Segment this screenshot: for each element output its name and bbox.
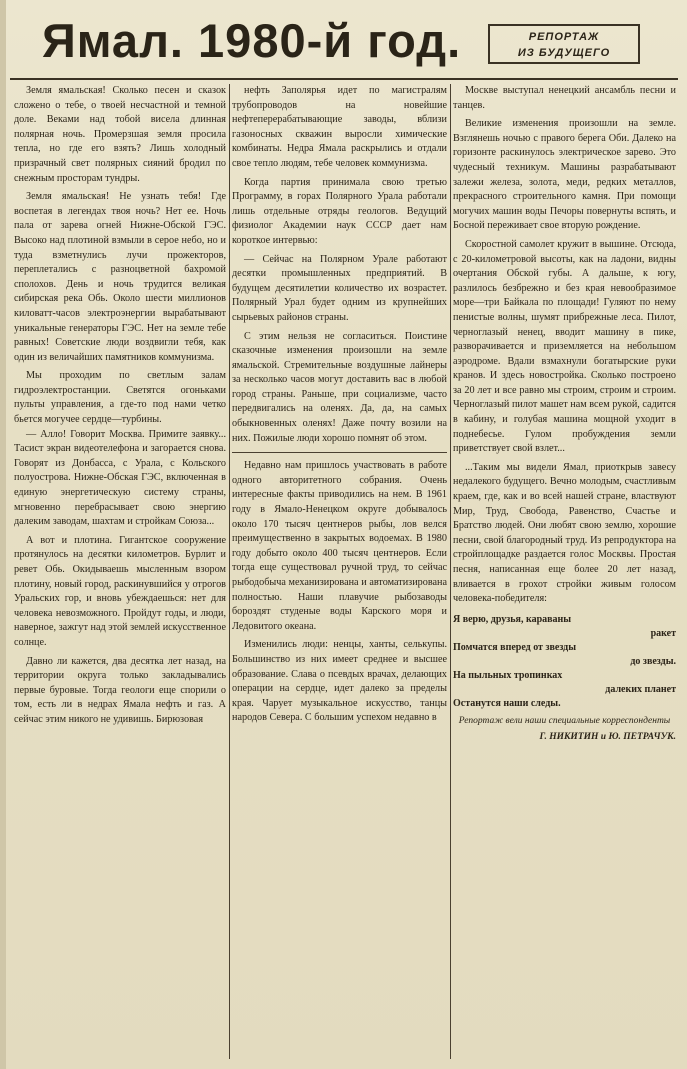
section-divider (232, 452, 447, 453)
paragraph: С этим нельзя не согласиться. Поистине сказочные изменения произошли на земле ямальской. Стремительные воздушные лайнеры за несколько часов могут доставить вас в любой город страны. Раньше, при социализме, часто передвигались на оленях. Да, да, на самых обыкновенных оленях! Даже почту возили на них. Пожилые люди хорошо помнят об этом. (232, 330, 447, 444)
column-divider (229, 84, 230, 1059)
paragraph: А вот и плотина. Гигантское сооружение протянулось на десятки километров. Бурлит и ревет Обь. Окидываешь мысленным взором плотину, новый город, раскинувшийся у отрогов Уральских гор, и вновь убеждаешься: нет для человека невозможного. Пройдут годы, и люди, наверное, зажгут над этой землей искусственное солнце. (14, 534, 226, 648)
column-2 (232, 84, 447, 1059)
verse-line: Останутся наши следы. (453, 697, 561, 709)
paragraph: Мы проходим по светлым залам гидроэлектростанции. Светятся огоньками пульты управления, а где-то под нами четко бьется могучее сердце—турбины. (14, 370, 226, 426)
paragraph: ...Таким мы видели Ямал, приоткрыв завесу недалекого будущего. Вечно молодым, счастливым краем, где, как и во всей нашей стране, властвуют Мир, Труд, Свобода, Равенство, Счастье и Братство людей. Они любят свою землю, хорошие песни, свой благородный труд. Из репродуктора на стройплощадке раздается голос Москвы. Простая песня, написанная еще более 20 лет назад, вливается в грохот стройки живым голосом человека-победителя: (453, 461, 676, 605)
verse-line: ракет (650, 627, 676, 639)
signature: Г. НИКИТИН и Ю. ПЕТРАЧУК. (539, 731, 676, 742)
header-rule (10, 78, 678, 80)
verse-line: далеких планет (605, 683, 676, 695)
paragraph: Давно ли кажется, два десятка лет назад, на территории округа только закладывались первые буровые. Тогда геологи еще спорили о том, есть ли в недрах Ямала нефть и газ. А сейчас этим никого не удивишь. Бирюзовая (14, 655, 226, 725)
paragraph: Москве выступал ненецкий ансамбль песни и танцев. (453, 85, 676, 111)
paragraph: — Сейчас на Полярном Урале работают десятки промышленных предприятий. В будущем десятилетии количество их возрастет. Полярный Урал будет одним из крупнейших сырьевых районов страны. (232, 253, 447, 323)
paragraph: Изменились люди: ненцы, ханты, селькупы. Большинство из них имеет среднее и высшее образование. Слава о псевдых врачах, делающих операции на сердце, идет далеко за пределы края. Чарует музыкальное искусство, танцы народов Севера. С большим успехом недавно в (232, 639, 447, 724)
rubric-line-1: РЕПОРТАЖ (528, 31, 600, 43)
paragraph: Недавно нам пришлось участвовать в работе одного авторитетного собрания. Очень интересные факты приводились на нем. В 1961 году в Ямало-Ненецком округе добывалось около 170 тысяч центнеров рыбы, лов велся преимущественно в закрытых водоемах. В 1980 году добыто около 400 тысяч центнеров. Если тогда еще существовал ручной труд, то сейчас рыбодобыча механизирована и автоматизирована полностью. Наши плавучие рыбозаводы бороздят студеные воды Карского моря и Ледовитого океана. (232, 460, 447, 632)
column-3 (453, 84, 676, 1059)
paragraph: — Алло! Говорит Москва. Примите заявку... Тасист экран видеотелефона и загорается снова. Говорят из Донбасса, с Урала, с Кольского полуострова. Нижне-Обская ГЭС, включенная в единую энергетическую систему страны, мгновенно перебрасывает свою энергию далеким заводам, шахтам и стройкам Союза... (14, 428, 226, 528)
verse-line: На пыльных тропинках (453, 669, 563, 681)
verse-line: до звезды. (630, 655, 676, 667)
verse-line: Помчатся вперед от звезды (453, 641, 577, 653)
verse-line: Я верю, друзья, караваны (453, 613, 572, 625)
paragraph: Когда партия принимала свою третью Программу, в горах Полярного Урала работали лишь отдельные отряды геологов. Ведущий физиолог Академии наук СССР дает нам короткое интервью: (232, 176, 447, 246)
byline-note: Репортаж вели наши специальные корреспонденты (458, 715, 671, 726)
column-1 (14, 84, 226, 1059)
paragraph: Земля ямальская! Не узнать тебя! Где воспетая в легендах твоя ночь? Нет ее. Ночь пала от зарева огней Нижне-Обской ГЭС. Высоко над плотиной взмыли в серое небо, но и туда взметнулись лучи прожекторов, переплетались с разноцветной бахромой сполохов. День и ночь трудится великая сибирская река Обь. Около шести миллионов киловатт-часов электроэнергии вырабатывают уникальные генераторы ГЭС. Нет на земле тебе равных! Советские люди воздвигли тебя, как один из величайших памятников коммунизма. (14, 191, 226, 363)
paper-edge (0, 0, 6, 1069)
paragraph: нефть Заполярья идет по магистралям трубопроводов на новейшие нефтеперерабатывающие заводы, вблизи газоносных скважин выросли химические комбинаты. Недра Ямала раскрылись и отдали свое тепло людям, тебе человек коммунизма. (232, 85, 447, 169)
headline: Ямал. 1980-й год. (42, 14, 462, 67)
song-verse (453, 613, 676, 711)
column-divider (450, 84, 451, 1059)
rubric-box (488, 24, 640, 64)
rubric-line-2: ИЗ БУДУЩЕГО (517, 47, 611, 59)
paragraph: Земля ямальская! Сколько песен и сказок сложено о тебе, о твоей несчастной и темной доле. Веками над тобой висела длинная полярная ночь. Промерзшая земля просила тепла, но где его взять? Лишь холодный призрачный свет полярных сияний бродил по снежным просторам тундры. (14, 85, 226, 184)
paragraph: Скоростной самолет кружит в вышине. Отсюда, с 20-километровой высоты, как на ладони, видны очертания Обской губы. А дальше, к югу, разлилось безбрежно и без края невообразимое море—три Байкала по площади! Гуляют по нему пенистые волны, шумят прибрежные леса. Пилот, черноглазый ненец, вводит машину в пике, разворачивается и приземляется на небольшом аэродроме. Вдали взмахнули богатырские руки кранов. И здесь новостройка. Сколько построено за 20 лет и все равно мы строим, строим и строим. Черноглазый пилот машет нам всем рукой, садится в кабину, и голубая машина мощной уходит в поднебесье. Гулом пробуждения земли приветствует свой взлет... (453, 238, 676, 455)
paragraph: Великие изменения произошли на земле. Взглянешь ночью с правого берега Оби. Далеко на горизонте раскинулось электрическое зарево. Это чудесный техникум. Машины разрабатывают залежи железа, золота, меди, редких металлов, прекрасного строительного камня. При помощи могучих машин воды Печоры повернуты вспять, и Босной переживает свое вторую рождение. (453, 118, 676, 232)
